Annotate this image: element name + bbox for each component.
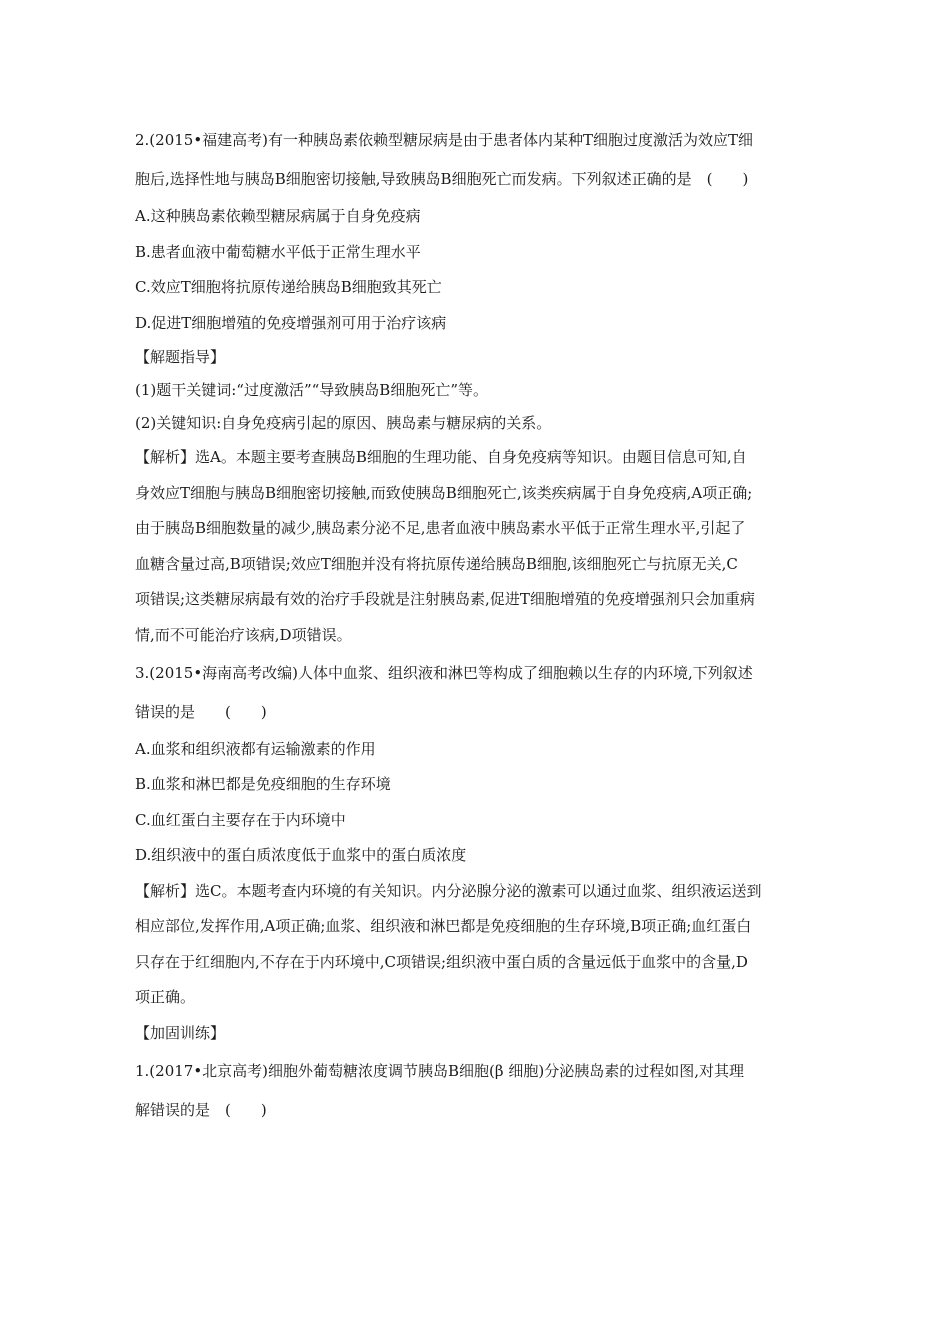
document-body — [135, 121, 855, 1130]
question-3-stem-line-1: 3.(2015•海南高考改编)人体中血浆、组织液和淋巴等构成了细胞赖以生存的内环境,下列叙述 — [135, 663, 753, 682]
question-3-stem-line-2: 错误的是 ( ) — [135, 702, 267, 721]
question-3-analysis-line-4: 项正确。 — [135, 988, 196, 1007]
question-2-option-c: C.效应T细胞将抗原传递给胰岛B细胞致其死亡 — [135, 278, 442, 296]
question-2-option-d: D.促进T细胞增殖的免疫增强剂可用于治疗该病 — [135, 313, 447, 332]
question-2-analysis-line-6: 情,而不可能治疗该病,D项错误。 — [135, 625, 352, 644]
question-3-analysis-line-2: 相应部位,发挥作用,A项正确;血浆、组织液和淋巴都是免疫细胞的生存环境,B项正确;血红蛋白 — [135, 917, 752, 936]
question-2-analysis-line-3: 由于胰岛B细胞数量的减少,胰岛素分泌不足,患者血液中胰岛素水平低于正常生理水平,引起了 — [135, 519, 746, 538]
question-2-analysis-line-5: 项错误;这类糖尿病最有效的治疗手段就是注射胰岛素,促进T细胞增殖的免疫增强剂只会加重病 — [135, 590, 755, 609]
question-3-option-b: B.血浆和淋巴都是免疫细胞的生存环境 — [135, 775, 391, 794]
training-heading: 【加固训练】 — [135, 1023, 226, 1042]
question-2-analysis-line-2: 身效应T细胞与胰岛B细胞密切接触,而致使胰岛B细胞死亡,该类疾病属于自身免疫病,A项正确; — [135, 483, 753, 502]
question-3-option-d: D.组织液中的蛋白质浓度低于血浆中的蛋白质浓度 — [135, 846, 467, 865]
question-2-stem-line-2: 胞后,选择性地与胰岛B细胞密切接触,导致胰岛B细胞死亡而发病。下列叙述正确的是 ( ) — [135, 170, 749, 188]
question-3-option-a: A.血浆和组织液都有运输激素的作用 — [135, 739, 376, 758]
question-2-guide-line-2: (2)关键知识:自身免疫病引起的原因、胰岛素与糖尿病的关系。 — [135, 414, 552, 432]
question-2-analysis-line-4: 血糖含量过高,B项错误;效应T细胞并没有将抗原传递给胰岛B细胞,该细胞死亡与抗原无关,C — [135, 554, 738, 573]
question-2-guide-line-1: (1)题干关键词:“过度激活”“导致胰岛B细胞死亡”等。 — [135, 381, 489, 399]
question-2 — [135, 121, 855, 654]
question-3-option-c: C.血红蛋白主要存在于内环境中 — [135, 810, 346, 829]
question-3 — [135, 654, 855, 1016]
question-3-analysis-line-3: 只存在于红细胞内,不存在于内环境中,C项错误;组织液中蛋白质的含量远低于血浆中的含量,D — [135, 952, 748, 971]
question-3-analysis-line-1: 【解析】选C。本题考查内环境的有关知识。内分泌腺分泌的激素可以通过血浆、组织液运送到 — [135, 881, 762, 900]
question-2-guide-heading: 【解题指导】 — [135, 348, 226, 366]
training-question-1-stem-line-2: 解错误的是 ( ) — [135, 1100, 267, 1119]
question-2-stem-line-1: 2.(2015•福建高考)有一种胰岛素依赖型糖尿病是由于患者体内某种T细胞过度激活为效应T细 — [135, 131, 754, 149]
question-2-option-a: A.这种胰岛素依赖型糖尿病属于自身免疫病 — [135, 207, 421, 225]
training-question-1-stem-line-1: 1.(2017•北京高考)细胞外葡萄糖浓度调节胰岛B细胞(β 细胞)分泌胰岛素的过程如图,对其理 — [135, 1061, 744, 1080]
question-2-analysis-line-1: 【解析】选A。本题主要考查胰岛B细胞的生理功能、自身免疫病等知识。由题目信息可知,自 — [135, 448, 747, 466]
reinforcement-training — [135, 1016, 855, 1130]
question-2-option-b: B.患者血液中葡萄糖水平低于正常生理水平 — [135, 242, 421, 261]
